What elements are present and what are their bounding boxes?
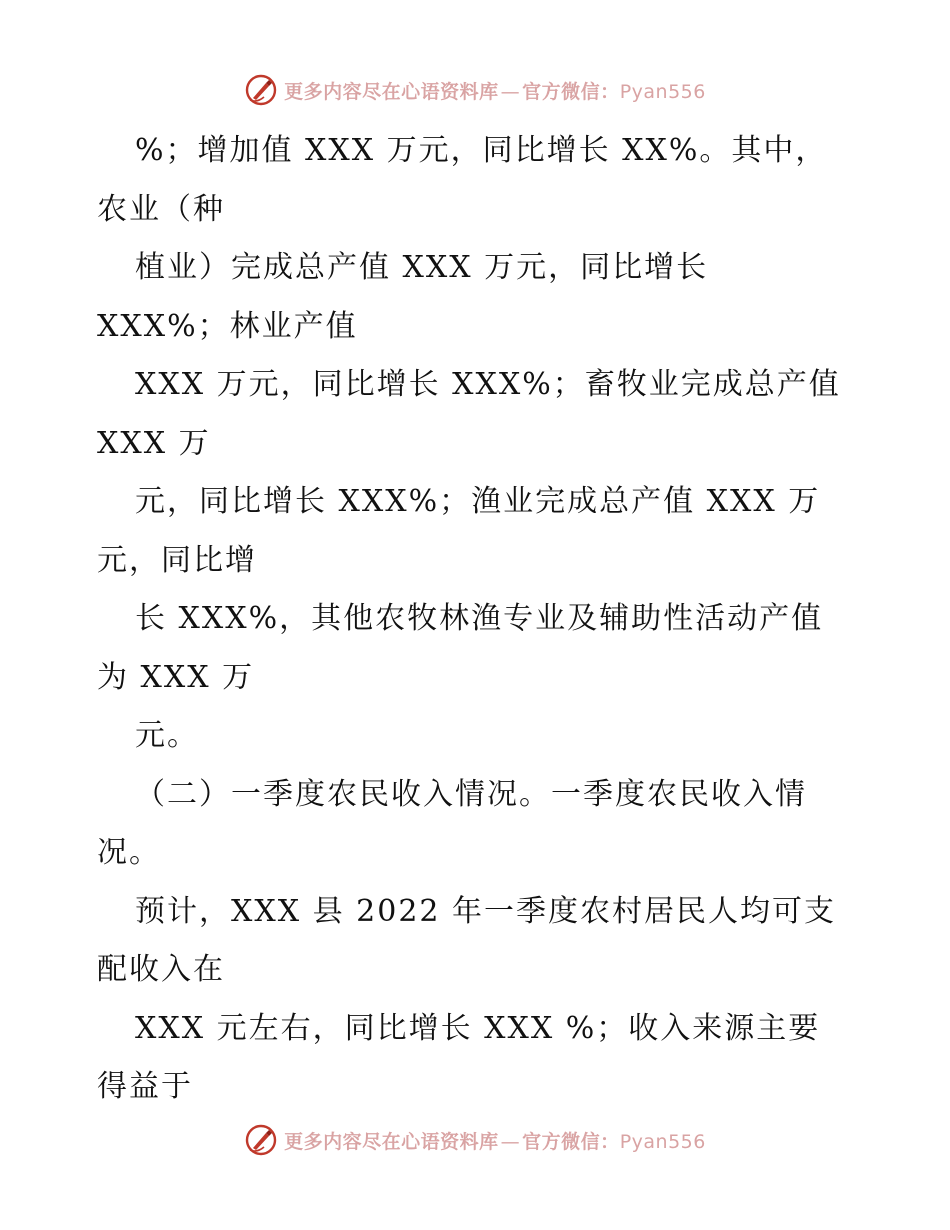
text-line: XXX%；林业产值	[97, 308, 358, 344]
watermark-wechat-label: 官方微信：	[522, 80, 620, 103]
text-line: 元，同比增长 XXX%；渔业完成总产值 XXX 万	[135, 484, 821, 519]
text-line: 预计，XXX 县 2022 年一季度农村居民人均可支	[135, 893, 837, 929]
text-line: XXX 万元，同比增长 XXX%；畜牧业完成总产值	[135, 367, 841, 402]
watermark-dash: —	[500, 80, 521, 103]
pen-logo-icon	[244, 73, 278, 107]
text-line: （二）一季度农民收入情况。一季度农民收入情	[135, 776, 807, 812]
watermark-dash: —	[500, 1130, 521, 1153]
text-line: 元。	[135, 718, 199, 753]
watermark-wechat-id: Pyan556	[619, 1130, 706, 1153]
footer-watermark	[0, 1120, 950, 1160]
text-line: XXX 元左右，同比增长 XXX %；收入来源主要	[135, 1010, 821, 1046]
watermark-site-text: 更多内容尽在心语资料库	[284, 80, 499, 103]
text-line: 农业（种	[97, 191, 225, 227]
text-line: %；增加值 XXX 万元，同比增长 XX%。其中，	[135, 133, 828, 168]
text-line: XXX 万	[97, 425, 211, 461]
document-body	[97, 122, 867, 1117]
watermark-site-text: 更多内容尽在心语资料库	[284, 1130, 499, 1153]
pen-logo-icon	[244, 1123, 278, 1157]
text-line: 得益于	[97, 1069, 193, 1104]
text-line: 配收入在	[97, 952, 225, 987]
text-line: 元，同比增	[97, 542, 257, 578]
watermark-wechat-id: Pyan556	[619, 80, 706, 103]
text-line: 植业）完成总产值 XXX 万元，同比增长	[135, 250, 709, 285]
watermark-wechat-label: 官方微信：	[522, 1130, 620, 1153]
text-line: 长 XXX%，其他农牧林渔专业及辅助性活动产值	[135, 601, 824, 636]
header-watermark	[0, 70, 950, 110]
text-line: 况。	[97, 835, 161, 870]
text-line: 为 XXX 万	[97, 659, 255, 695]
watermark-text	[284, 77, 706, 104]
watermark-text	[284, 1127, 706, 1154]
